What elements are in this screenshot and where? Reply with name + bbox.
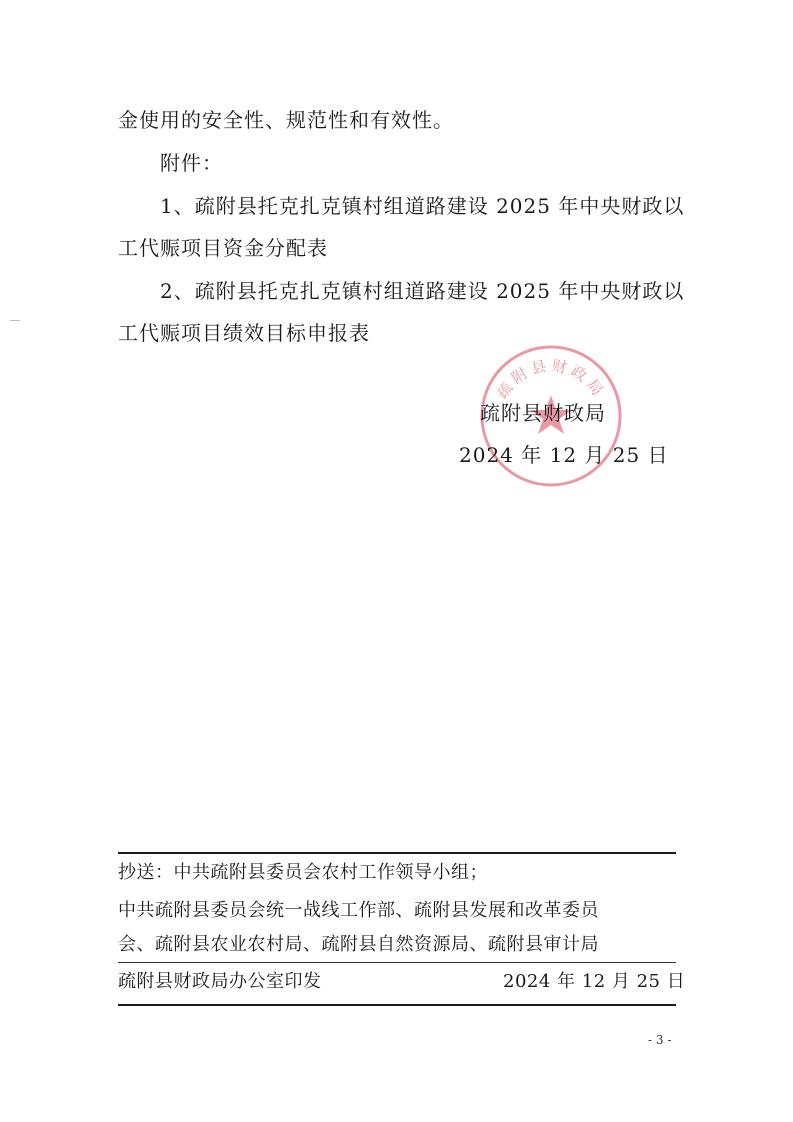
cc-line-2: 中共疏附县委员会统一战线工作部、疏附县发展和改革委员 xyxy=(118,900,599,921)
print-date: 2024 年 12 月 25 日 xyxy=(503,971,686,992)
cc-line-1: 抄送：中共疏附县委员会农村工作领导小组； xyxy=(118,862,488,883)
cc-line-3: 会、疏附县农业农村局、疏附县自然资源局、疏附县审计局 xyxy=(118,934,599,955)
footer-top-rule xyxy=(118,852,676,854)
issue-date: 2024 年 12 月 25 日 xyxy=(459,443,669,467)
seal-text: 疏附县财政局 xyxy=(493,356,609,403)
printer-name: 疏附县财政局办公室印发 xyxy=(118,971,322,992)
footer-bottom-rule xyxy=(118,1004,676,1006)
attachment-1-line-1: 1、疏附县托克扎克镇村组道路建设 2025 年中央财政以 xyxy=(160,194,685,218)
attachment-2-line-2: 工代赈项目绩效目标申报表 xyxy=(118,321,370,345)
body-line-1: 金使用的安全性、规范性和有效性。 xyxy=(118,108,454,132)
attachments-label: 附件： xyxy=(160,151,223,175)
attachment-1-line-2: 工代赈项目资金分配表 xyxy=(118,236,328,260)
issuer-name: 疏附县财政局 xyxy=(480,401,606,425)
footer-middle-rule xyxy=(118,962,676,963)
attachment-2-line-1: 2、疏附县托克扎克镇村组道路建设 2025 年中央财政以 xyxy=(160,279,685,303)
scan-mark xyxy=(10,320,20,324)
page-number: - 3 - xyxy=(648,1033,672,1047)
